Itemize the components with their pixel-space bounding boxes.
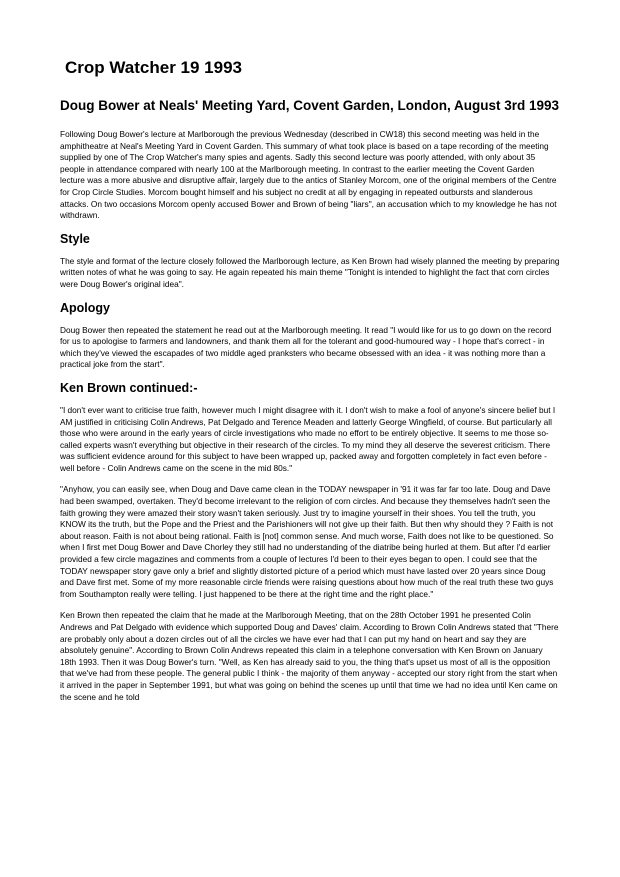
apology-paragraph: Doug Bower then repeated the statement he read out at the Marlborough meeting. It read "I would like for us to go down on the record for us to apologise to farmers and landowners, and thank them all for the tolerant and good-humoured way - I hope that's correct - in which they've viewed the escapades of two middle aged pranksters who became obsessed with an idea - it was nothing more than a practical joke from the start". — [60, 324, 552, 370]
style-paragraph: The style and format of the lecture closely followed the Marlborough lecture, as Ken Brown had wisely planned the meeting by preparing written notes of what he was going to say. He again repeated his main theme "Tonight is intended to highlight the fact that corn circles were Doug Bower's original idea". — [60, 255, 560, 289]
section-heading-apology: Apology — [60, 300, 110, 315]
document-title: Crop Watcher 19 1993 — [65, 58, 242, 77]
ken-brown-paragraph-3: Ken Brown then repeated the claim that he made at the Marlborough Meeting, that on the 28th October 1991 he presented Colin Andrews and Pat Delgado with evidence which supported Doug and Daves' claim. According to Brown Colin Andrews stated that "There are probably only about a dozen circles out of all the circles we have ever had that I can put my hand on heart and say they are absolutely genuine". According to Brown Colin Andrews repeated this claim in a telephone conversation with Ken Brown on January 18th 1993. Then it was Doug Bower's turn. "Well, as Ken has already said to you, the thing that's upset us most of all is the opposition that we've had from these people. The general public I think - the majority of them anyway - accepted our story right from the start when it arrived in the paper in September 1991, but what was going on behind the scenes up until that time we had no idea until Ken came on the scene and he told — [60, 610, 559, 702]
ken-brown-paragraph-2: "Anyhow, you can easily see, when Doug and Dave came clean in the TODAY newspaper in '91 it was far far too late. Doug and Dave had been swamped, overtaken. They'd become irrelevant to the religion of corn circles. And because they themselves hadn't seen the faith growing they were amazed their story wasn't taken seriously. Just try to imagine yourself in their shoes. You tell the truth, you KNOW its the truth, but the Pope and the Priest and the Parishioners will not give up their faith. But then why should they ? Faith is not about reason. Faith is not about being rational. Faith is [not] common sense. And much worse, Faith does not like to be questioned. So when I first met Doug Bower and Dave Chorley they still had no understanding of the diatribe being hurled at them. But after I'd earlier provided a few circle magazines and comments from a couple of lectures I'd been to their eyes began to open. I could see that the TODAY newspaper story gave only a brief and slightly distorted picture of a period which must have lasted over 20 years since Doug and Dave first met. Some of my more reasonable circle friends were raising questions about how much of the real truth these two guys from Southampton really were telling. I just happened to be there at the right time and the right place." — [60, 484, 554, 599]
document-page — [60, 58, 560, 713]
section-heading-ken-brown: Ken Brown continued:- — [60, 380, 198, 395]
article-subtitle: Doug Bower at Neals' Meeting Yard, Covent Garden, London, August 3rd 1993 — [60, 98, 560, 113]
ken-brown-paragraph-1: "I don't ever want to criticise true faith, however much I might disagree with it. I don't wish to make a fool of anyone's sincere belief but I AM justified in criticising Colin Andrews, Pat Delgado and Terence Meaden and latterly George Wingfield, of course. But particularly all those who were around in the early years of circle investigations who made no effort to be entirely objective. It seems to me those so-called experts wasn't everything but objective in their research of the circles. To my mind they all deserve the severest criticism. There was sufficient evidence around for this subject to have been wrapped up, packed away and forgotten completely in fact even before - well before - Colin Andrews came on the scene in the mid 80s." — [60, 404, 556, 473]
intro-paragraph: Following Doug Bower's lecture at Marlborough the previous Wednesday (described in CW18) this second meeting was held in the amphitheatre at Neal's Meeting Yard in Covent Garden. This summary of what took place is based on a tape recording of the meeting supplied by one of The Crop Watcher's many spies and agents. Sadly this second lecture was poorly attended, with only about 35 people in attendance compared with nearly 100 at the Marlborough meeting. In contrast to the earlier meeting the Covent Garden lecture was a more abusive and disruptive affair, largely due to the antics of Stanley Morcom, one of the original members of the Centre for Crop Circle Studies. Morcom bought himself and his subject no credit at all by engaging in repeated outbursts and slanderous attacks. On two occasions Morcom openly accused Bower and Brown of being "liars", an accusation which to my knowledge he has not withdrawn. — [60, 129, 557, 221]
section-heading-style: Style — [60, 231, 90, 246]
